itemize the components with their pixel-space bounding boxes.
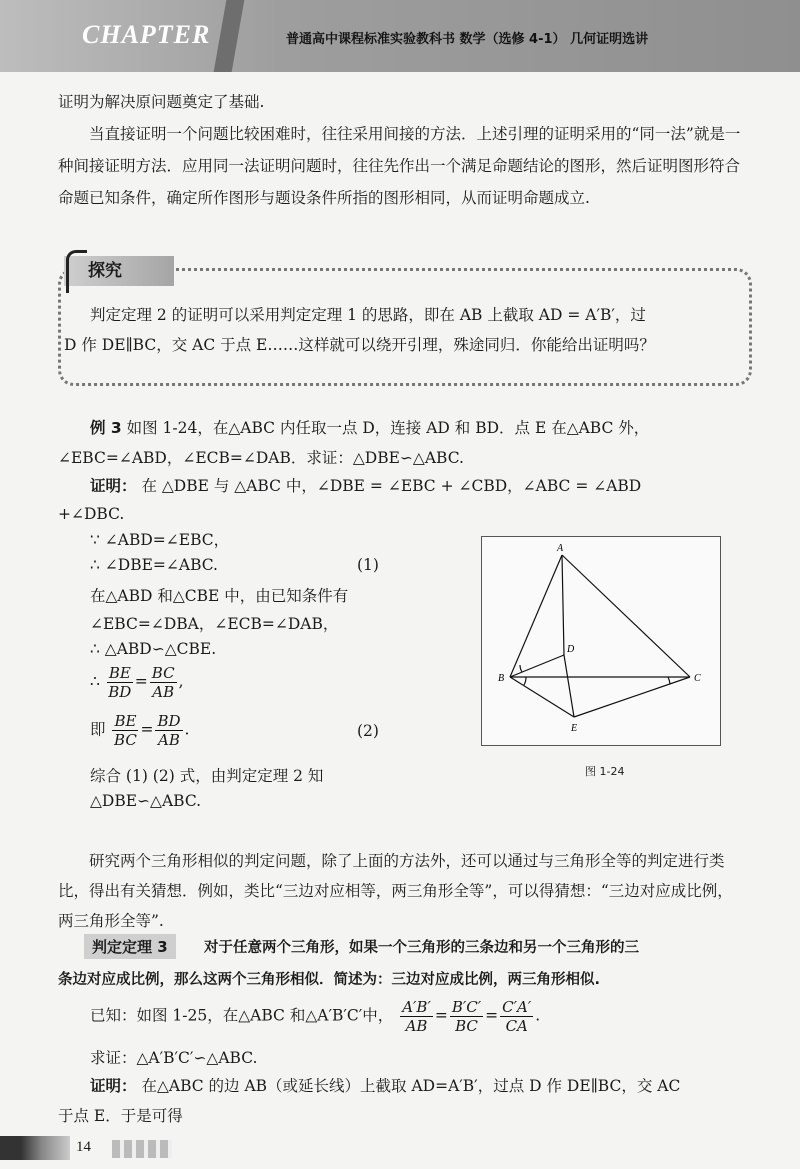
fraction-den: BC — [114, 731, 137, 749]
namely-label: 即 — [90, 720, 106, 739]
proof-tail-line-2: 于点 E．于是可得 — [58, 1107, 183, 1125]
fraction-den: AB — [158, 731, 180, 749]
vertex-a: A — [557, 543, 564, 554]
ratio-2 — [450, 998, 483, 1035]
fraction-be-bc — [112, 712, 138, 749]
theorem-tag: 判定定理 3 — [84, 934, 176, 959]
given-prefix: 已知：如图 1-25，在△ABC 和△A′B′C′中， — [90, 1006, 394, 1025]
proof-step-5: ∴ △ABD∽△CBE. — [90, 640, 217, 658]
example-proof-2: +∠DBC. — [58, 505, 125, 523]
explore-hook-icon — [66, 250, 87, 293]
book-title: 普通高中课程标准实验教科书 数学（选修 4-1） 几何证明选讲 — [286, 32, 649, 47]
proof-step-6: ∴ $\frac{BE}{BD}$ = $\frac{BC}{AB}$ , — [90, 664, 184, 701]
ratio-1 — [400, 998, 433, 1035]
proof-step-8: 综合 (1) (2) 式，由判定定理 2 知 — [90, 767, 324, 785]
explore-line-2: D 作 DE∥BC，交 AC 于点 E……这样就可以绕开引理，殊途同归．你能给出证明吗？ — [64, 336, 655, 354]
example-proof-label: 证明： — [90, 477, 137, 495]
fraction-num: C′A′ — [502, 998, 532, 1016]
vertex-e: E — [571, 723, 578, 734]
fraction-den: BC — [455, 1017, 478, 1035]
fraction-be-bd — [107, 664, 133, 701]
segment-ad — [562, 555, 564, 655]
chapter-label: CHAPTER — [82, 20, 211, 49]
proof-tail-label: 证明： — [90, 1077, 137, 1095]
angle-mark-ebc — [524, 677, 526, 685]
example-proof-text-1: 在 △DBE 与 △ABC 中，∠DBE = ∠EBC + ∠CBD，∠ABC = ∠ABD — [141, 477, 642, 495]
fraction-den: BD — [108, 683, 132, 701]
page-header — [0, 0, 800, 72]
vertex-d: D — [567, 644, 575, 655]
therefore-symbol: ∴ — [90, 672, 100, 691]
proof-step-2: ∴ ∠DBE=∠ABC. — [90, 556, 218, 574]
proof-step-4: ∠EBC=∠DBA，∠ECB=∠DAB， — [90, 615, 339, 633]
fraction-den: CA — [505, 1017, 528, 1035]
footer-decoration — [0, 1136, 70, 1160]
research-paragraph: 研究两个三角形相似的判定问题，除了上面的方法外，还可以通过与三角形全等的判定进行类比，得出有关猜想．例如，类比“三边对应相等，两三角形全等”，可以得猜想：“三边对应成比例，两三角形全等”. — [58, 852, 733, 930]
proof-step-1: ∵ ∠ABD=∠EBC， — [90, 531, 230, 549]
header-decoration — [214, 0, 245, 72]
triangle-diagram — [482, 537, 720, 745]
example-statement-1 — [90, 412, 750, 444]
segment-de — [564, 655, 574, 717]
fraction-den: AB — [405, 1017, 428, 1035]
figure-1-24 — [481, 536, 721, 746]
fraction-num: BC — [151, 664, 175, 682]
vertex-c: C — [694, 673, 701, 684]
explore-tag — [64, 256, 174, 286]
proof-tail-text: 在△ABC 的边 AB（或延长线）上截取 AD=A′B′，过点 D 作 DE∥BC，交 AC — [141, 1077, 681, 1095]
theorem-line-2: 条边对应成比例，那么这两个三角形相似．简述为：三边对应成比例，两三角形相似. — [58, 972, 601, 988]
explore-tag-label: 探究 — [88, 261, 122, 281]
fraction-num: BE — [108, 664, 131, 682]
angle-mark-ecb — [668, 677, 670, 684]
theorem-line-1: 对于任意两个三角形，如果一个三角形的三条边和另一个三角形的三 — [204, 940, 639, 956]
proof-step-3: 在△ABD 和△CBE 中，由已知条件有 — [90, 587, 349, 605]
example-label: 例 3 — [90, 419, 122, 437]
fraction-num: BD — [157, 712, 181, 730]
segment-ce — [574, 677, 690, 717]
example-statement-2: ∠EBC=∠ABD，∠ECB=∠DAB．求证：△DBE∽△ABC. — [58, 449, 464, 467]
intro-paragraph: 当直接证明一个问题比较困难时，往往采用间接的方法．上述引理的证明采用的“同一法”就是一种间接证明方法．应用同一法证明问题时，往往先作出一个满足命题结论的图形，然后证明图形符合命题已知条件，确定所作图形与题设条件所指的图形相同，从而证明命题成立. — [58, 125, 741, 207]
fraction-num: BE — [114, 712, 137, 730]
explore-text — [64, 300, 730, 360]
footer-decoration-2 — [112, 1140, 172, 1158]
prove-line: 求证：△A′B′C′∽△ABC. — [90, 1049, 258, 1067]
equation-number-2: (2) — [357, 722, 379, 740]
given-line: 已知：如图 1-25，在△ABC 和△A′B′C′中， $\frac{A'B'}{AB}$ = $\frac{B'C'}{BC}$ = $\frac{C'A'}{CA}$ . — [90, 998, 541, 1035]
fraction-bc-ab — [150, 664, 177, 701]
intro-line: 证明为解决原问题奠定了基础. — [58, 93, 265, 111]
proof-tail-line-1 — [90, 1070, 750, 1102]
explore-line-1: 判定定理 2 的证明可以采用判定定理 1 的思路，即在 AB 上截取 AD = A′B′，过 — [90, 306, 646, 324]
equation-number-1: (1) — [357, 556, 379, 574]
fraction-bd-ab — [155, 712, 182, 749]
fraction-num: A′B′ — [402, 998, 431, 1016]
vertex-b: B — [498, 673, 505, 684]
fraction-den: AB — [152, 683, 175, 701]
proof-step-7: 即 $\frac{BE}{BC}$ = $\frac{BD}{AB}$ . — [90, 712, 190, 749]
fraction-num: B′C′ — [451, 998, 482, 1016]
proof-step-9: △DBE∽△ABC. — [90, 792, 202, 810]
page-number: 14 — [76, 1139, 91, 1155]
example-stmt-1: 如图 1-24，在△ABC 内任取一点 D，连接 AD 和 BD．点 E 在△ABC 外， — [126, 419, 650, 437]
ratio-3 — [500, 998, 533, 1035]
segment-be — [510, 677, 574, 717]
figure-caption: 图 1-24 — [585, 765, 625, 778]
angle-mark-abd — [520, 665, 522, 672]
edge-ac — [562, 555, 690, 677]
